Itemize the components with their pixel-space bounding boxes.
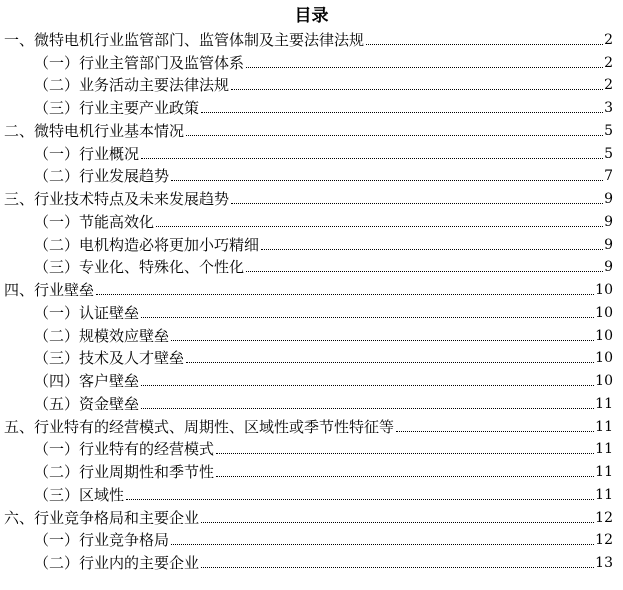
toc-entry-label: （三）行业主要产业政策 bbox=[34, 99, 200, 117]
toc-list bbox=[0, 26, 623, 572]
dot-leader bbox=[141, 316, 594, 318]
toc-subsection-entry[interactable] bbox=[0, 436, 623, 459]
toc-section-entry[interactable] bbox=[0, 504, 623, 527]
dot-leader bbox=[201, 111, 603, 113]
toc-subsection-entry[interactable] bbox=[0, 163, 623, 186]
dot-leader bbox=[186, 134, 603, 136]
toc-entry-label: （一）行业竞争格局 bbox=[34, 531, 170, 550]
toc-subsection-entry[interactable] bbox=[0, 527, 623, 550]
dot-leader bbox=[246, 270, 603, 272]
dot-leader bbox=[96, 293, 594, 295]
toc-entry-page-number: 12 bbox=[595, 532, 613, 549]
toc-entry-page-number: 11 bbox=[595, 441, 613, 458]
dot-leader bbox=[171, 339, 594, 341]
toc-entry-page-number: 13 bbox=[595, 555, 613, 571]
dot-leader bbox=[231, 88, 603, 90]
toc-subsection-entry[interactable] bbox=[0, 299, 623, 322]
toc-entry-label: 五、行业特有的经营模式、周期性、区域性或季节性特征等 bbox=[4, 417, 395, 436]
toc-subsection-entry[interactable] bbox=[0, 367, 623, 390]
toc-entry-label: （四）客户壁垒 bbox=[34, 372, 140, 390]
toc-entry-page-number: 9 bbox=[604, 236, 613, 253]
dot-leader bbox=[216, 452, 594, 454]
toc-entry-page-number: 10 bbox=[595, 282, 613, 298]
toc-entry-label: （一）行业主管部门及监管体系 bbox=[34, 53, 245, 72]
toc-entry-page-number: 10 bbox=[595, 327, 613, 344]
toc-entry-label: （二）行业发展趋势 bbox=[34, 167, 170, 186]
toc-entry-label: （二）业务活动主要法律法规 bbox=[34, 76, 230, 95]
toc-entry-page-number: 11 bbox=[595, 464, 613, 480]
toc-entry-page-number: 12 bbox=[595, 509, 613, 526]
toc-entry-label: （三）专业化、特殊化、个性化 bbox=[34, 258, 245, 277]
dot-leader bbox=[216, 475, 594, 477]
toc-subsection-entry[interactable] bbox=[0, 549, 623, 572]
toc-subsection-entry[interactable] bbox=[0, 49, 623, 72]
toc-entry-label: （一）行业特有的经营模式 bbox=[34, 440, 215, 459]
toc-entry-label: （一）行业概况 bbox=[34, 144, 140, 163]
toc-entry-page-number: 3 bbox=[604, 100, 613, 116]
toc-entry-page-number: 7 bbox=[604, 168, 613, 185]
toc-entry-page-number: 5 bbox=[604, 145, 613, 162]
toc-section-entry[interactable] bbox=[0, 276, 623, 299]
toc-subsection-entry[interactable] bbox=[0, 231, 623, 254]
dot-leader bbox=[126, 498, 594, 500]
dot-leader bbox=[246, 66, 603, 68]
dot-leader bbox=[201, 566, 594, 568]
toc-entry-label: （三）技术及人才壁垒 bbox=[34, 349, 185, 368]
toc-entry-page-number: 2 bbox=[604, 54, 613, 71]
toc-subsection-entry[interactable] bbox=[0, 345, 623, 368]
toc-entry-page-number: 2 bbox=[604, 77, 613, 94]
dot-leader bbox=[141, 407, 594, 409]
toc-entry-label: 二、微特电机行业基本情况 bbox=[4, 121, 185, 140]
toc-entry-page-number: 10 bbox=[595, 350, 613, 367]
toc-entry-page-number: 11 bbox=[595, 486, 613, 503]
dot-leader bbox=[156, 225, 603, 227]
toc-entry-label: （二）规模效应壁垒 bbox=[34, 326, 170, 345]
toc-subsection-entry[interactable] bbox=[0, 254, 623, 277]
toc-section-entry[interactable] bbox=[0, 26, 623, 49]
dot-leader bbox=[141, 384, 594, 386]
toc-entry-label: （一）节能高效化 bbox=[34, 212, 155, 231]
toc-entry-label: 一、微特电机行业监管部门、监管体制及主要法律法规 bbox=[4, 30, 365, 49]
dot-leader bbox=[261, 248, 603, 250]
toc-subsection-entry[interactable] bbox=[0, 208, 623, 231]
toc-entry-label: 三、行业技术特点及未来发展趋势 bbox=[4, 190, 230, 208]
toc-entry-label: 六、行业竞争格局和主要企业 bbox=[4, 508, 200, 527]
toc-entry-page-number: 2 bbox=[604, 31, 613, 48]
toc-entry-label: （二）电机构造必将更加小巧精细 bbox=[34, 235, 260, 254]
toc-entry-page-number: 9 bbox=[604, 259, 613, 276]
dot-leader bbox=[231, 202, 603, 204]
dot-leader bbox=[366, 43, 603, 45]
toc-entry-page-number: 9 bbox=[604, 191, 613, 207]
toc-subsection-entry[interactable] bbox=[0, 322, 623, 345]
dot-leader bbox=[171, 179, 603, 181]
toc-entry-label: （五）资金壁垒 bbox=[34, 394, 140, 413]
toc-subsection-entry[interactable] bbox=[0, 140, 623, 163]
dot-leader bbox=[396, 430, 594, 432]
toc-entry-page-number: 9 bbox=[604, 213, 613, 230]
toc-entry-label: （二）行业内的主要企业 bbox=[34, 554, 200, 572]
toc-section-entry[interactable] bbox=[0, 117, 623, 140]
toc-subsection-entry[interactable] bbox=[0, 390, 623, 413]
toc-section-entry[interactable] bbox=[0, 185, 623, 208]
toc-subsection-entry[interactable] bbox=[0, 481, 623, 504]
toc-entry-page-number: 10 bbox=[595, 373, 613, 389]
toc-subsection-entry[interactable] bbox=[0, 94, 623, 117]
toc-entry-page-number: 10 bbox=[595, 304, 613, 321]
toc-entry-label: （二）行业周期性和季节性 bbox=[34, 463, 215, 481]
toc-subsection-entry[interactable] bbox=[0, 72, 623, 95]
toc-section-entry[interactable] bbox=[0, 413, 623, 436]
toc-title: 目录 bbox=[294, 6, 329, 26]
toc-entry-label: （一）认证壁垒 bbox=[34, 303, 140, 322]
toc-entry-page-number: 5 bbox=[604, 122, 613, 139]
toc-entry-page-number: 11 bbox=[595, 395, 613, 412]
dot-leader bbox=[186, 361, 594, 363]
toc-entry-page-number: 11 bbox=[595, 418, 613, 435]
toc-subsection-entry[interactable] bbox=[0, 458, 623, 481]
dot-leader bbox=[141, 157, 603, 159]
toc-entry-label: （三）区域性 bbox=[34, 485, 125, 504]
dot-leader bbox=[171, 543, 594, 545]
toc-entry-label: 四、行业壁垒 bbox=[4, 281, 95, 299]
dot-leader bbox=[201, 521, 594, 523]
